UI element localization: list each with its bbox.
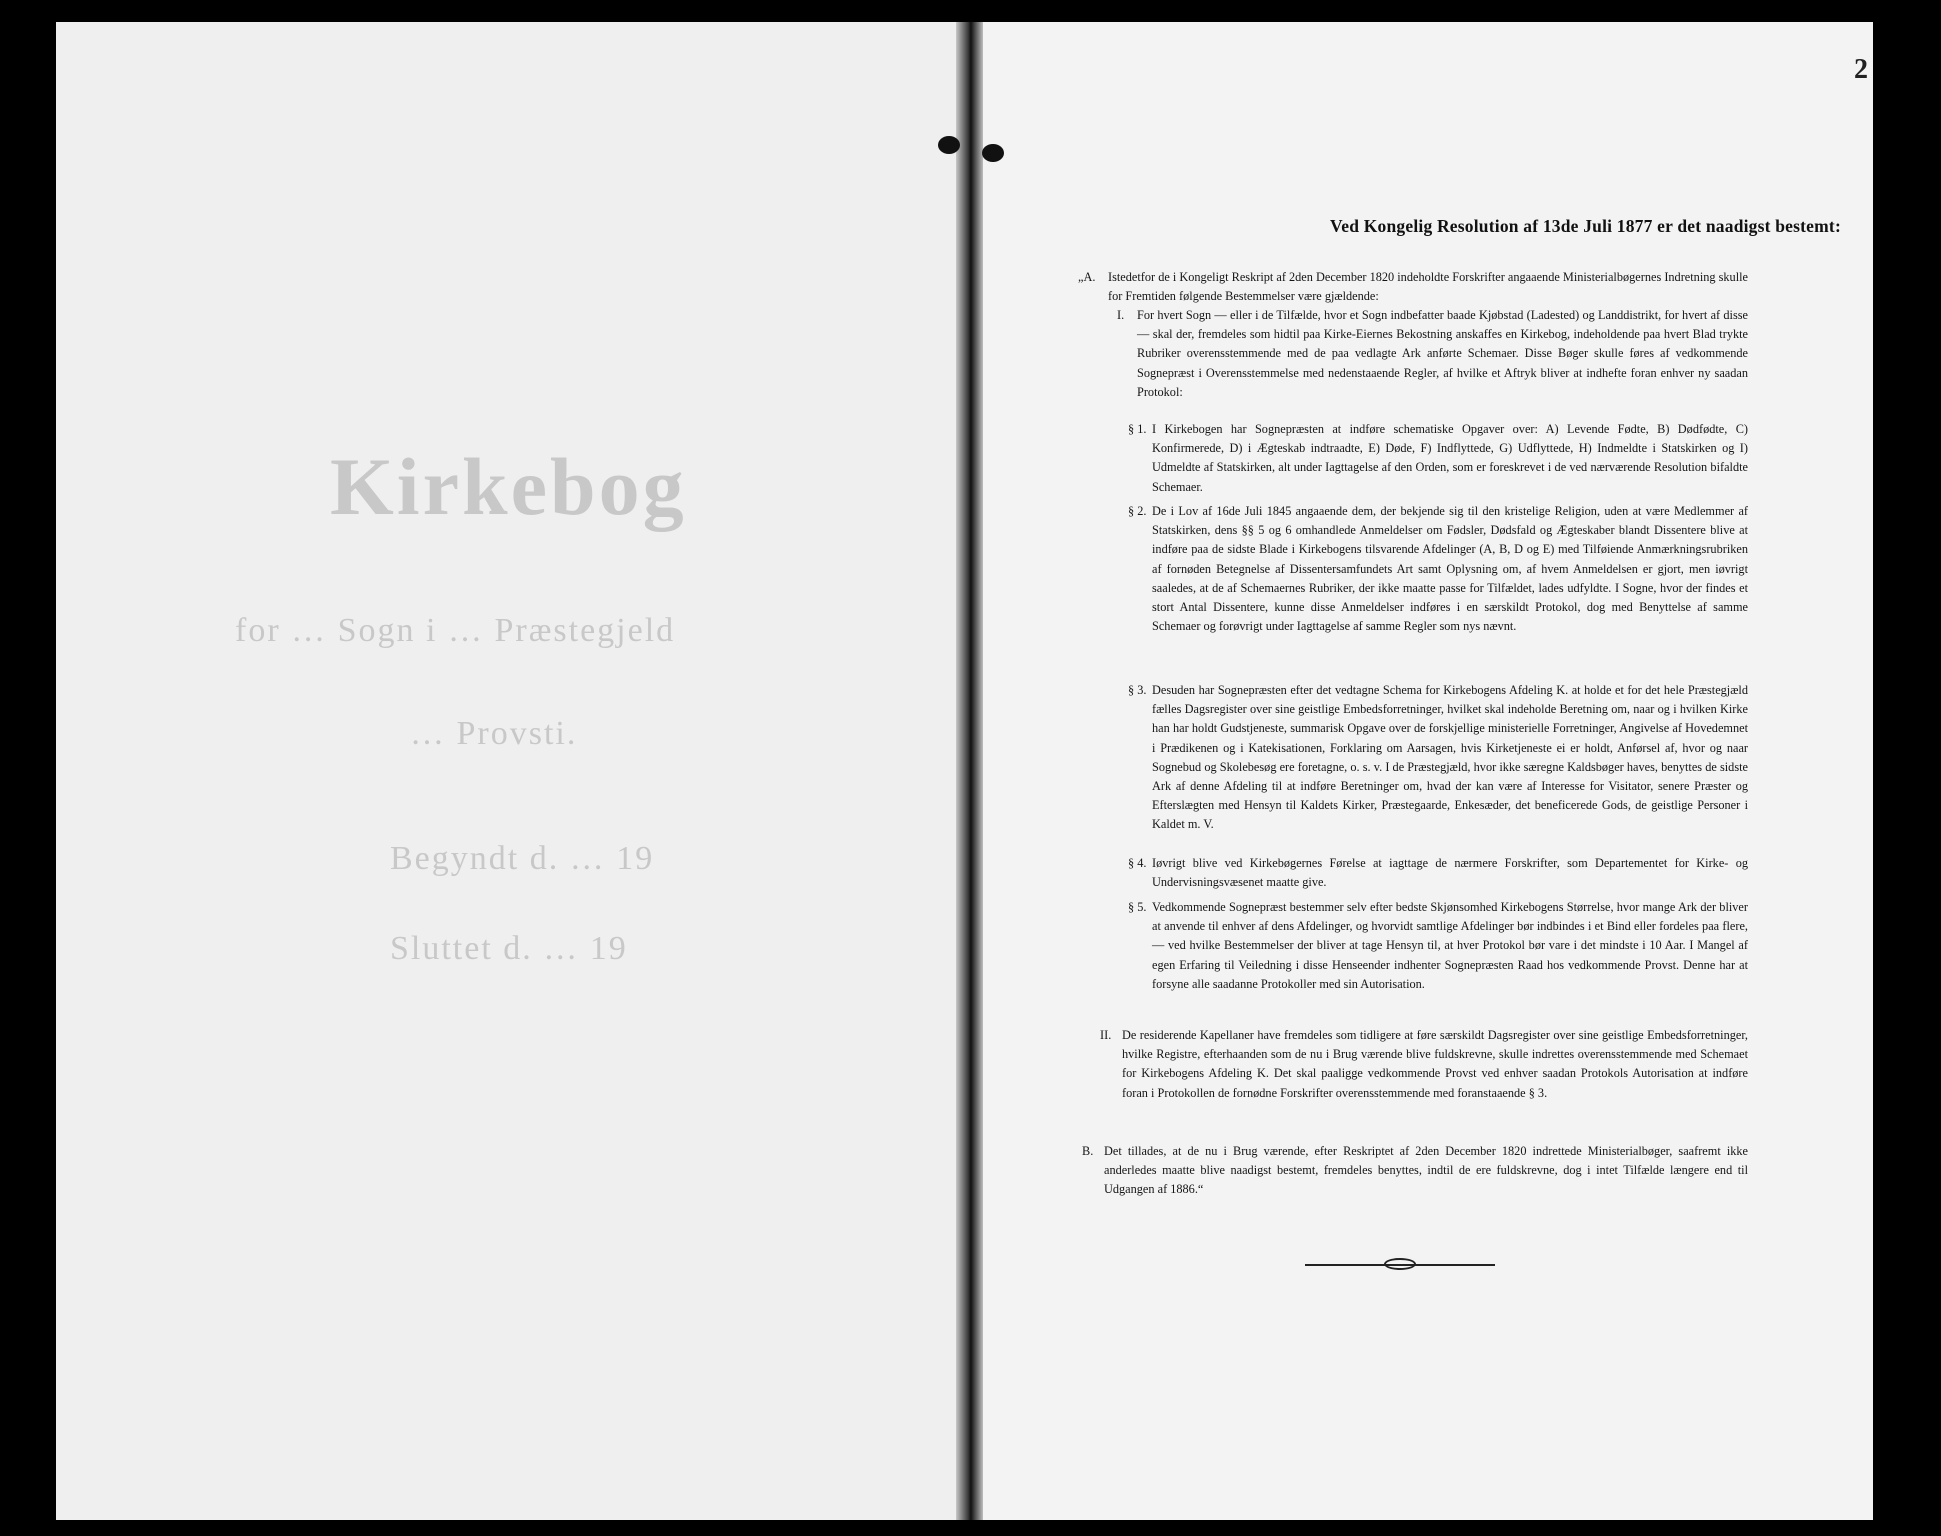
section-label-3: § 3. <box>1128 683 1147 697</box>
section-4-text: Iøvrigt blive ved Kirkebøgernes Førelse at iagttage de nærmere Forskrifter, som Departementet for Kirke- og Undervisningsvæsenet maatte give. <box>1152 856 1748 890</box>
section-label-B: B. <box>1082 1144 1094 1158</box>
section-label-I: I. <box>1117 308 1125 322</box>
faded-title: Kirkebog <box>330 441 687 532</box>
binding-hole <box>938 136 960 154</box>
section-II-text: De residerende Kapellaner have fremdeles som tidligere at føre særskildt Dagsregister over sine geistlige Embedsforretninger, hvilke Registre, efterhaanden som de nu i Brug værende blive fuldskrevne, skulle indrettes overensstemmende med Schemaet for Kirkebogens Afdeling K. Det skal paaligge vedkommende Provst ved enhver saadan Protokols Autorisation at indføre foran i Protokollen de fornødne Forskrifter overensstemmende med foranstaaende § 3. <box>1122 1028 1748 1100</box>
faded-line-ended: Sluttet d. … 19 <box>390 930 628 967</box>
section-label-4: § 4. <box>1128 856 1147 870</box>
section-A-text: Istedetfor de i Kongeligt Reskript af 2den December 1820 indeholdte Forskrifter angaaende Ministerialbøgernes Indretning skulle for Fremtiden følgende Bestemmelser være gjældende: <box>1108 270 1748 304</box>
section-label-1: § 1. <box>1128 422 1147 436</box>
section-I-text: For hvert Sogn — eller i de Tilfælde, hvor et Sogn indbefatter baade Kjøbstad (Ladested) og Landdistrikt, for hvert af disse — skal der, fremdeles som hidtil paa Kirke-Eiernes Bekostning anskaffes en Kirkebog, indeholdende paa hvert Blad trykte Rubriker overensstemmende med de paa vedlagte Ark anførte Schemaer. Disse Bøger skulle føres af vedkommende Sognepræst i Overensstemmelse med nedenstaaende Regler, af hvilke et Aftryk bliver at indhefte foran enhver ny saadan Protokol: <box>1137 308 1748 399</box>
section-label-II: II. <box>1100 1028 1112 1042</box>
left-page <box>56 22 956 1520</box>
binding-hole <box>982 144 1004 162</box>
section-3-text: Desuden har Sognepræsten efter det vedtagne Schema for Kirkebogens Afdeling K. at holde et for det hele Præstegjæld fælles Dagsregister over sine geistlige Embedsforretninger, hvilket skal indeholde Beretning om, naar og i hvilken Kirke han har holdt Gudstjeneste, summarisk Opgave over de forskjellige ministerielle Forretninger, Angivelse af Hovedemnet i Prædikenen og i Katekisationen, Forklaring om Aarsagen, hvis Kirketjeneste ei er holdt, Anførsel af, hvor og naar Sognebud og Skolebesøg ere foretagne, o. s. v. I de Præstegjæld, hvor ikke særegne Kaldsbøger haves, benyttes de sidste Ark af denne Afdeling til at indføre Beretninger om, hvad der kan være af Interesse for Visitator, senere Præster og Efterslægten med Hensyn til Kaldets Kirker, Præstegaarde, Enkesæder, det beneficerede Gods, de geistlige Personer i Kaldet m. V. <box>1152 683 1748 832</box>
section-label-2: § 2. <box>1128 504 1147 518</box>
section-B-text: Det tillades, at de nu i Brug værende, efter Reskriptet af 2den December 1820 indrettede Ministerialbøger, saafremt ikke anderledes maatte blive naadigst bestemt, fremdeles benyttes, indtil de ere fuldskrevne, dog i intet Tilfælde længere end til Udgangen af 1886.“ <box>1104 1144 1748 1197</box>
section-5-text: Vedkommende Sognepræst bestemmer selv efter bedste Skjønsomhed Kirkebogens Størrelse, hvor mange Ark der bliver at anvende til enhver af dens Afdelinger, og hvorvidt samtlige Afdelinger bør indbindes i et Bind eller fordeles paa flere, — ved hvilke Bestemmelser der bliver at tage Hensyn til, at hver Protokol bør vare i det mindste i 10 Aar. I Mangel af egen Erfaring til Veiledning i disse Henseender indhenter Sognepræsten Raad hos vedkommende Provst. Denne har at forsyne alle saadanne Protokoller med sin Autorisation. <box>1152 900 1748 991</box>
section-label-A: „A. <box>1078 270 1096 284</box>
faded-line-parish: for … Sogn i … Præstegjeld <box>235 612 676 649</box>
page-heading: Ved Kongelig Resolution af 13de Juli 1877 er det naadigst bestemt: <box>1330 216 1841 236</box>
book-gutter <box>956 22 983 1520</box>
faded-line-deanery: … Provsti. <box>410 715 578 752</box>
section-1-text: I Kirkebogen har Sognepræsten at indføre schematiske Opgaver over: A) Levende Fødte, B) Dødfødte, C) Konfirmerede, D) i Ægteskab indtraadte, E) Døde, F) Indflyttede, G) Udflyttede, H) Indmeldte i Statskirken og I) Udmeldte af Statskirken, alt under Iagttagelse af den Orden, som er foreskrevet i de ved nærværende Resolution bifaldte Schemaer. <box>1152 422 1748 494</box>
faded-line-begun: Begyndt d. … 19 <box>390 840 655 877</box>
page-number: 2 <box>1854 54 1868 85</box>
section-label-5: § 5. <box>1128 900 1147 914</box>
ornament-center <box>1384 1258 1416 1270</box>
section-2-text: De i Lov af 16de Juli 1845 angaaende dem, der bekjende sig til den kristelige Religion, uden at være Medlemmer af Statskirken, dens §§ 5 og 6 omhandlede Anmeldelser om Fødsler, Dødsfald og Ægteskaber blandt Dissentere blive at indføre paa de sidste Blade i Kirkebogens tilsvarende Afdelinger (A, B, D og E) med Tilføiende Anmærkningsrubriken af fornøden Betegnelse af Dissentersamfundets Art samt Oplysning om, af hvem Anmeldelsen er gjort, men iøvrigt saaledes, at de af Schemaernes Rubriker, der ikke maatte passe for Tilfældet, lades udfyldte. I Sogne, hvor der findes et stort Antal Dissentere, kunne disse Anmeldelser indføres i en særskildt Protokol, dog med Benyttelse af samme Schemaer og forøvrigt under Iagttagelse af samme Regler som nys nævnt. <box>1152 504 1748 634</box>
